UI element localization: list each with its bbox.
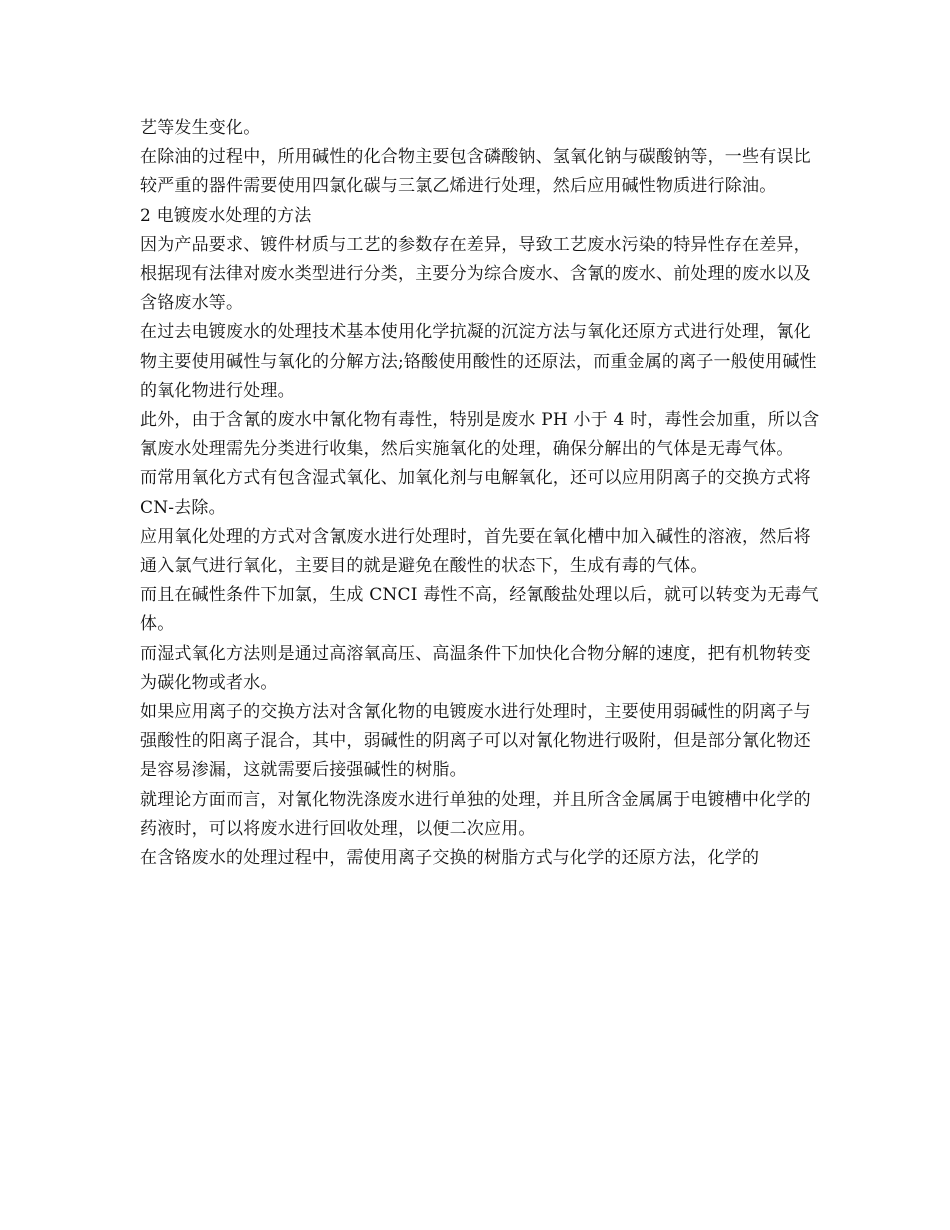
paragraph-oxidation-methods: 而常用氧化方式有包含湿式氧化、加氧化剂与电解氧化，还可以应用阴离子的交换方式将 CN-去除。	[140, 468, 811, 518]
paragraph-degreasing: 在除油的过程中，所用碱性的化合物主要包含磷酸钠、氢氧化钠与碳酸钠等，一些有误比较严重的器件需要使用四氯化碳与三氯乙烯进行处理，然后应用碱性物质进行除油。	[140, 147, 811, 197]
paragraph-traditional-methods: 在过去电镀废水的处理技术基本使用化学抗凝的沉淀方法与氧化还原方式进行处理，氰化物主要使用碱性与氧化的分解方法;铬酸使用酸性的还原法，而重金属的离子一般使用碱性的氧化物进行处理。	[140, 322, 817, 401]
paragraph-recovery: 就理论方面而言，对氰化物洗涤废水进行单独的处理，并且所含金属属于电镀槽中化学的药液时，可以将废水进行回收处理，以便二次应用。	[140, 789, 811, 839]
paragraph-classification: 因为产品要求、镀件材质与工艺的参数存在差异，导致工艺废水污染的特异性存在差异，根据现有法律对废水类型进行分类，主要分为综合废水、含氰的废水、前处理的废水以及含铬废水等。	[140, 234, 811, 314]
paragraph-ion-exchange: 如果应用离子的交换方法对含氰化物的电镀废水进行处理时，主要使用弱碱性的阴离子与强酸性的阳离子混合，其中，弱碱性的阴离子可以对氰化物进行吸附，但是部分氰化物还是容易渗漏，这就需要后接强碱性的树脂。	[140, 702, 811, 781]
paragraph-continuation: 艺等发生变化。	[140, 118, 261, 138]
section-heading: 2 电镀废水处理的方法	[140, 205, 312, 226]
paragraph-wet-oxidation: 而湿式氧化方法则是通过高溶氧高压、高温条件下加快化合物分解的速度，把有机物转变为碳化物或者水。	[140, 643, 811, 693]
paragraph-chlorination: 而且在碱性条件下加氯，生成 CNCI 毒性不高，经氰酸盐处理以后，就可以转变为无毒气体。	[140, 585, 819, 635]
paragraph-chromium: 在含铬废水的处理过程中，需使用离子交换的树脂方式与化学的还原方法，化学的	[140, 848, 760, 869]
paragraph-cyanide-toxicity: 此外，由于含氰的废水中氰化物有毒性，特别是废水 PH 小于 4 时，毒性会加重，所以含氰废水处理需先分类进行收集，然后实施氧化的处理，确保分解出的气体是无毒气体。	[140, 410, 820, 460]
paragraph-oxidation-process: 应用氧化处理的方式对含氰废水进行处理时，首先要在氧化槽中加入碱性的溶液，然后将通入氯气进行氧化，主要目的就是避免在酸性的状态下，生成有毒的气体。	[140, 526, 811, 577]
document-body	[140, 114, 820, 873]
